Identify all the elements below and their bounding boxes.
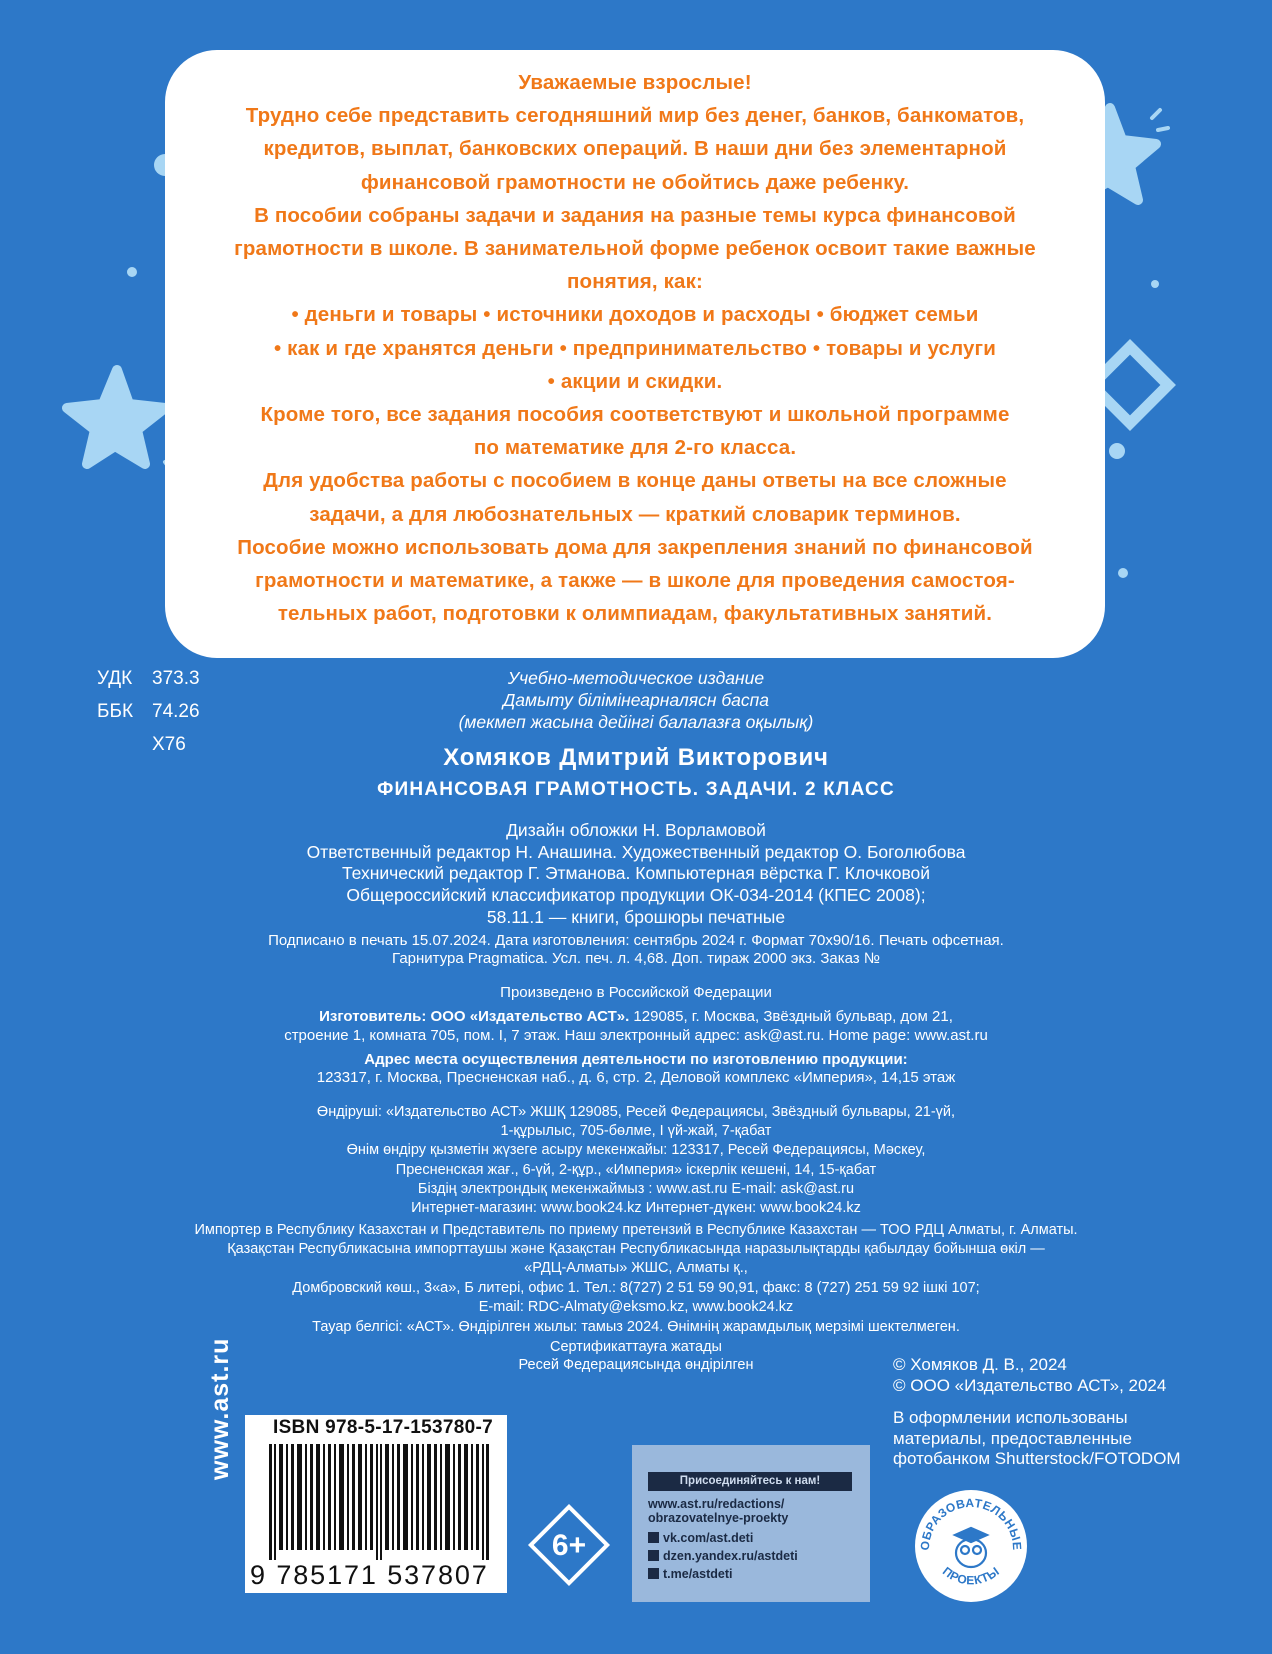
telegram-link[interactable]: t.me/astdeti: [648, 1567, 732, 1581]
topics-line: • как и где хранятся деньги • предпринимательство • товары и услуги: [274, 336, 996, 360]
topics-line: • акции и скидки.: [547, 369, 723, 393]
kz-line: «РДЦ-Алматы» ЖШС, Алматы қ.,: [524, 1260, 748, 1276]
udk-label: УДК: [97, 668, 133, 689]
intro-line: грамотности в школе. В занимательной форме ребенок освоит такие важные: [234, 237, 1036, 261]
production-label: Адрес места осуществления деятельности по изготовлению продукции:: [364, 1051, 908, 1068]
projects-link[interactable]: www.ast.ru/redactions/: [648, 1497, 785, 1511]
author-name: Хомяков Дмитрий Викторович: [443, 744, 829, 771]
kz-line: Біздің электрондық мекенжаймыз : www.ast.ru E-mail: ask@ast.ru: [417, 1181, 855, 1197]
intro-line: тельных работ, подготовки к олимпиадам, факультативных занятий.: [277, 602, 993, 626]
topics-line: • деньги и товары • источники доходов и расходы • бюджет семьи: [291, 303, 979, 327]
kz-line: Домбровский көш., 3«а», Б литері, офис 1. Тел.: 8(727) 2 51 59 90,91, факс: 8 (727) 251 59 92 ішкі 107;: [292, 1280, 980, 1296]
kz-line: Ресей Федерациясында өндірілген: [518, 1357, 754, 1373]
kz-line: Өнім өндіру қызметін жүзеге асыру мекенжайы: 123317, Ресей Федерациясы, Мәскеу,: [346, 1142, 926, 1158]
intro-line: задачи, а для любознательных — краткий словарик терминов.: [309, 502, 961, 526]
age-rating-badge: [524, 1500, 614, 1590]
kz-line: Өндіруші: «Издательство АСТ» ЖШҚ 129085, Ресей Федерациясы, Звёздный бульвары, 21-үй,: [316, 1104, 956, 1120]
dzen-link[interactable]: dzen.yandex.ru/astdeti: [648, 1549, 798, 1563]
print-info: Гарнитура Pragmatica. Усл. печ. л. 4,68. Доп. тираж 2000 экз. Заказ №: [392, 950, 880, 967]
kz-line: Қазақстан Республикасына импорттаушы және Қазақстан Республикасында наразылықтарды қабылдау бойынша өкіл —: [227, 1241, 1045, 1257]
intro-line: грамотности и математике, а также — в школе для проведения самостоя-: [255, 569, 1015, 593]
kz-line: E-mail: RDC-Almaty@eksmo.kz, www.book24.kz: [478, 1299, 794, 1315]
age-rating-text: 6+: [551, 1529, 587, 1562]
intro-greeting: Уважаемые взрослые!: [518, 71, 752, 94]
dot-icon: [125, 265, 139, 279]
isbn-barcode: [245, 1415, 507, 1593]
edu-badge-bottom: ПРОЕКТЫ: [939, 1564, 1003, 1588]
print-info: Подписано в печать 15.07.2024. Дата изготовления: сентябрь 2024 г. Формат 70х90/16. Печать офсетная.: [268, 932, 1004, 949]
copyright-block: [893, 1355, 1181, 1470]
kz-line: Интернет-магазин: www.book24.kz Интернет-дүкен: www.book24.kz: [411, 1200, 861, 1216]
made-in: Произведено в Российской Федерации: [500, 984, 772, 1001]
manufacturer-line: [0, 1008, 1272, 1026]
dot-icon: [1106, 440, 1128, 462]
edition-type-kz: (мекмеп жасына дейінгі балалазға оқылық): [458, 712, 814, 732]
manufacturer-label: Изготовитель: ООО «Издательство АСТ».: [319, 1008, 630, 1025]
kz-line: Пресненская жағ., 6-үй, 2-құр., «Империя» іскерлік кешені, 14, 15-қабат: [395, 1162, 877, 1178]
production-address: 123317, г. Москва, Пресненская наб., д. 6, стр. 2, Деловой комплекс «Империя», 14,15 этаж: [316, 1069, 956, 1086]
vk-icon: [648, 1532, 659, 1543]
credit-line: Технический редактор Г. Этманова. Компьютерная вёрстка Г. Клочковой: [341, 863, 931, 883]
barcode-digits: 9 785171 537807: [250, 1560, 489, 1590]
photo-credit: фотобанком Shutterstock/FOTODOM: [893, 1449, 1181, 1468]
kz-line: Тауар белгісі: «АСТ». Өндірілген жылы: тамыз 2024. Өнімнің жарамдылық мерзімі шектелмеген.: [312, 1319, 960, 1335]
intro-line: финансовой грамотности не обойтись даже ребенку.: [360, 170, 910, 194]
dzen-icon: [648, 1550, 659, 1561]
bbk-label: ББК: [97, 701, 134, 722]
photo-credit: материалы, предоставленные: [893, 1428, 1132, 1448]
credit-line: 58.11.1 — книги, брошюры печатные: [486, 907, 786, 927]
website-vertical: www.ast.ru: [206, 1337, 234, 1480]
photo-credit: В оформлении использованы: [893, 1408, 1128, 1427]
manufacturer-address: 129085, г. Москва, Звёздный бульвар, дом 21,: [633, 1008, 953, 1025]
social-title: Присоединяйтесь к нам!: [648, 1472, 852, 1491]
copyright-publisher: © ООО «Издательство АСТ», 2024: [893, 1375, 1167, 1395]
udk-value: 373.3: [152, 668, 200, 689]
author-mark: Х76: [152, 734, 186, 755]
dot-icon: [1116, 566, 1130, 580]
vk-link[interactable]: vk.com/ast.deti: [648, 1531, 753, 1545]
edition-type-kz: Дамыту білімінеарналясн баспа: [502, 690, 770, 710]
edu-badge-top: ОБРАЗОВАТЕЛЬНЫЕ: [917, 1495, 1025, 1551]
manufacturer-address: строение 1, комната 705, пом. I, 7 этаж. Наш электронный адрес: ask@ast.ru. Home page: www.ast.ru: [284, 1027, 988, 1044]
isbn-number: ISBN 978-5-17-153780-7: [273, 1417, 493, 1438]
intro-line: по математике для 2-го класса.: [473, 436, 797, 460]
intro-line: понятия, как:: [567, 270, 703, 294]
copyright-author: © Хомяков Д. В., 2024: [893, 1355, 1067, 1374]
edition-type: Учебно-методическое издание: [507, 668, 765, 688]
projects-link[interactable]: obrazovatelnye-proekty: [648, 1511, 789, 1525]
social-links-box: [632, 1445, 870, 1602]
barcode-bars: [269, 1444, 489, 1560]
intro-line: Трудно себе представить сегодняшний мир без денег, банков, банкоматов,: [245, 104, 1025, 128]
intro-line: кредитов, выплат, банковских операций. В наши дни без элементарной: [263, 137, 1007, 161]
kz-line: 1-құрылыс, 705-бөлме, I үй-жай, 7-қабат: [500, 1123, 772, 1139]
intro-line: Кроме того, все задания пособия соответствуют и школьной программе: [260, 403, 1010, 427]
intro-line: Пособие можно использовать дома для закрепления знаний по финансовой: [237, 535, 1033, 559]
book-title: ФИНАНСОВАЯ ГРАМОТНОСТЬ. ЗАДАЧИ. 2 КЛАСС: [377, 779, 895, 800]
intro-line: В пособии собраны задачи и задания на разные темы курса финансовой: [254, 203, 1016, 227]
dot-icon: [1149, 278, 1161, 290]
telegram-icon: [648, 1568, 659, 1579]
intro-panel: [165, 50, 1105, 658]
credit-line: Общероссийский классификатор продукции ОК-034-2014 (КПЕС 2008);: [346, 885, 926, 905]
intro-line: Для удобства работы с пособием в конце даны ответы на все сложные: [263, 469, 1007, 493]
kz-line: Импортер в Республику Казахстан и Представитель по приему претензий в Республике Казахстан — ТОО РДЦ Алматы, г. Алматы.: [194, 1222, 1078, 1238]
credit-line: Ответственный редактор Н. Анашина. Художественный редактор О. Боголюбова: [306, 842, 966, 862]
kz-line: Сертификаттауға жатады: [550, 1339, 722, 1355]
bbk-value: 74.26: [152, 701, 200, 722]
edu-projects-badge: [912, 1487, 1030, 1605]
credit-line: Дизайн обложки Н. Ворламовой: [506, 820, 766, 840]
